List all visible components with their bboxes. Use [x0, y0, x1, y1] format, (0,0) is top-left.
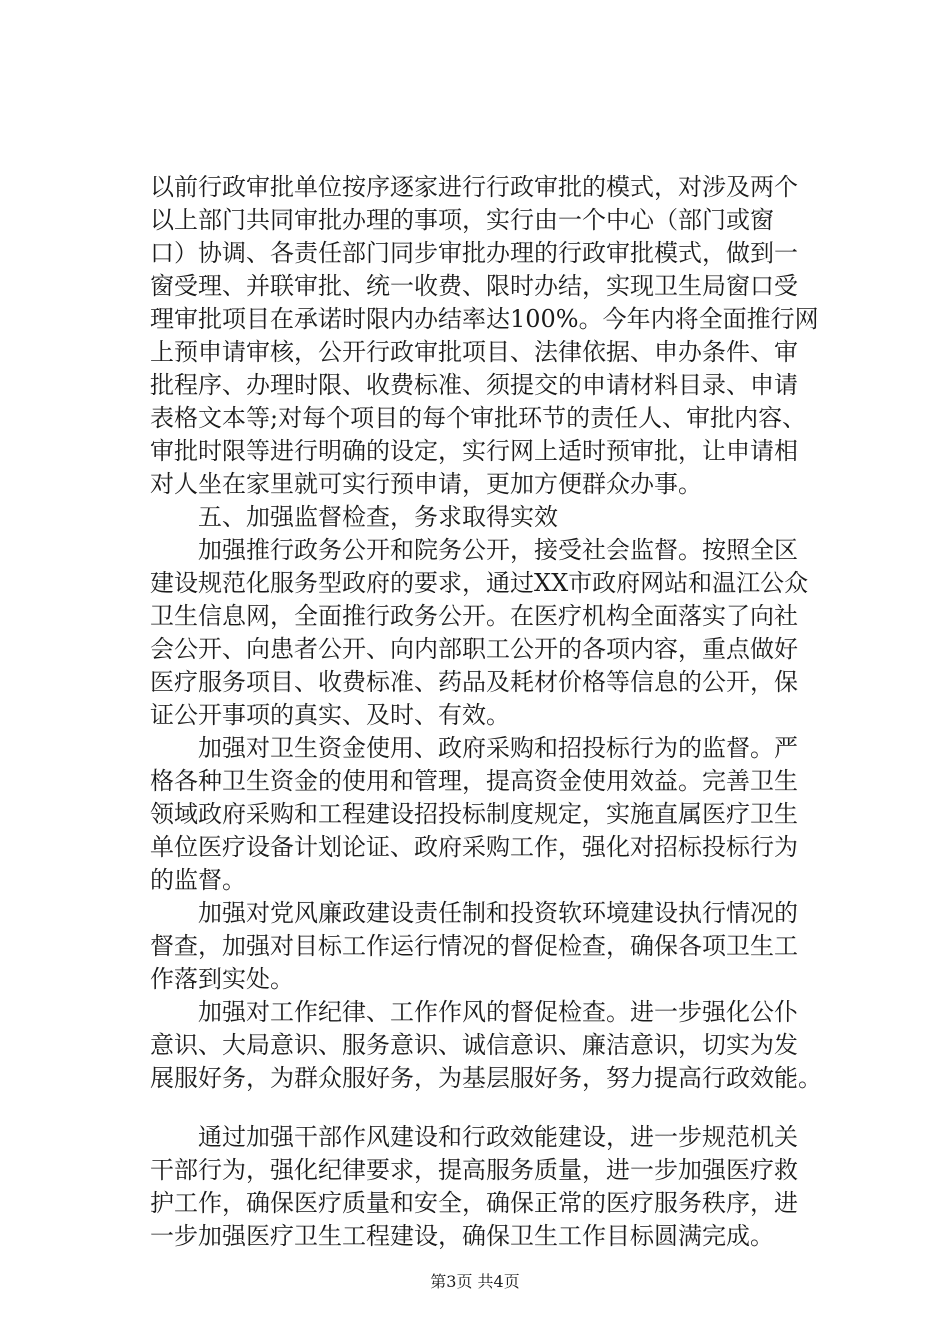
paragraph-line: 卫生信息网，全面推行政务公开。在医疗机构全面落实了向社	[150, 602, 798, 630]
paragraph-line: 以前行政审批单位按序逐家进行行政审批的模式，对涉及两个	[150, 173, 798, 201]
paragraph-line: 意识、大局意识、服务意识、诚信意识、廉洁意识，切实为发	[150, 1031, 798, 1059]
paragraph-line: 建设规范化服务型政府的要求，通过XX市政府网站和温江公众	[150, 569, 809, 597]
paragraph-line: 审批时限等进行明确的设定，实行网上适时预审批，让申请相	[150, 437, 798, 465]
page-footer: 第3页 共4页	[430, 1272, 520, 1291]
paragraph-line: 批程序、办理时限、收费标准、须提交的申请材料目录、申请	[150, 371, 798, 399]
paragraph-line: 一步加强医疗卫生工程建设，确保卫生工作目标圆满完成。	[150, 1222, 774, 1250]
paragraph-line: 表格文本等;对每个项目的每个审批环节的责任人、审批内容、	[150, 404, 807, 432]
paragraph-line: 以上部门共同审批办理的事项，实行由一个中心（部门或窗	[150, 206, 774, 234]
paragraph-line: 医疗服务项目、收费标准、药品及耗材价格等信息的公开，保	[150, 668, 798, 696]
paragraph-line: 督查，加强对目标工作运行情况的督促检查，确保各项卫生工	[150, 932, 798, 960]
paragraph-line: 加强对党风廉政建设责任制和投资软环境建设执行情况的	[150, 899, 798, 927]
paragraph-line: 上预申请审核，公开行政审批项目、法律依据、申办条件、审	[150, 338, 798, 366]
paragraph-line: 的监督。	[150, 866, 246, 894]
paragraph-line: 对人坐在家里就可实行预申请，更加方便群众办事。	[150, 470, 702, 498]
paragraph-line: 口）协调、各责任部门同步审批办理的行政审批模式，做到一	[150, 239, 798, 267]
paragraph-line: 作落到实处。	[150, 965, 294, 993]
paragraph-line: 通过加强干部作风建设和行政效能建设，进一步规范机关	[150, 1123, 798, 1151]
paragraph-line: 护工作，确保医疗质量和安全，确保正常的医疗服务秩序，进	[150, 1189, 798, 1217]
paragraph-line: 窗受理、并联审批、统一收费、限时办结，实现卫生局窗口受	[150, 272, 798, 300]
paragraph-line: 加强对卫生资金使用、政府采购和招投标行为的监督。严	[150, 734, 798, 762]
paragraph-line: 理审批项目在承诺时限内办结率达100%。今年内将全面推行网	[150, 305, 819, 333]
paragraph-line: 格各种卫生资金的使用和管理，提高资金使用效益。完善卫生	[150, 767, 798, 795]
paragraph-line: 领域政府采购和工程建设招投标制度规定，实施直属医疗卫生	[150, 800, 798, 828]
section-heading: 五、加强监督检查，务求取得实效	[150, 503, 558, 531]
paragraph-line: 单位医疗设备计划论证、政府采购工作，强化对招标投标行为	[150, 833, 798, 861]
paragraph-line: 展服好务，为群众服好务，为基层服好务，努力提高行政效能。	[150, 1064, 822, 1092]
paragraph-line: 加强推行政务公开和院务公开，接受社会监督。按照全区	[150, 536, 798, 564]
paragraph-line: 干部行为，强化纪律要求，提高服务质量，进一步加强医疗救	[150, 1156, 798, 1184]
paragraph-line: 证公开事项的真实、及时、有效。	[150, 701, 510, 729]
paragraph-line: 加强对工作纪律、工作作风的督促检查。进一步强化公仆	[150, 998, 798, 1026]
paragraph-line: 会公开、向患者公开、向内部职工公开的各项内容，重点做好	[150, 635, 798, 663]
